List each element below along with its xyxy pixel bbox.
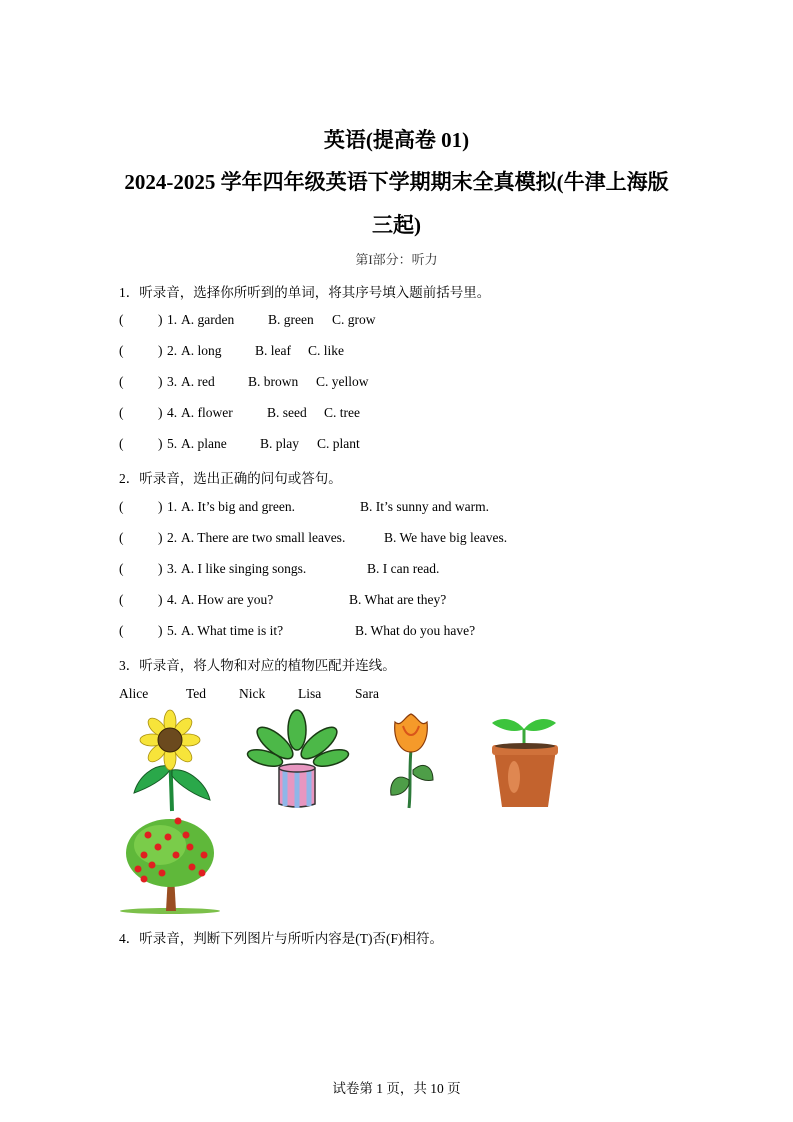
answer-paren-open[interactable]: ( [119,374,124,389]
option-a: A. How are you? [181,592,274,607]
sunflower-image[interactable] [128,708,213,813]
answer-paren-open[interactable]: ( [119,436,124,451]
answer-paren-open[interactable]: ( [119,530,124,545]
answer-paren-close: ) [158,530,163,545]
answer-paren-open[interactable]: ( [119,343,124,358]
question-number: 5. [167,436,178,451]
option-b: B. play [260,436,299,451]
answer-paren-close: ) [158,592,163,607]
question-number: 4. [167,592,178,607]
answer-paren-close: ) [158,623,163,638]
option-a: A. flower [181,405,233,420]
question-number: 3. [167,561,178,576]
answer-paren-open[interactable]: ( [119,623,124,638]
question-number: 4. [167,405,178,420]
option-a: A. There are two small leaves. [181,530,346,545]
exam-title-line3: 三起) [372,213,421,237]
section1-instruction: 1．听录音，选择你所听到的单词，将其序号填入题前括号里。 [119,285,491,300]
option-b: B. It’s sunny and warm. [360,499,489,514]
option-a: A. What time is it? [181,623,284,638]
name-lisa[interactable]: Lisa [298,686,322,701]
answer-paren-open[interactable]: ( [119,592,124,607]
question-number: 1. [167,499,178,514]
question-number: 2. [167,343,178,358]
option-c: C. grow [332,312,376,327]
answer-paren-close: ) [158,312,163,327]
answer-paren-close: ) [158,343,163,358]
exam-title-line2: 2024-2025 学年四年级英语下学期期末全真模拟(牛津上海版 [124,170,669,194]
seedling-pot-image[interactable] [490,711,560,811]
option-b: B. seed [267,405,307,420]
question-number: 3. [167,374,178,389]
answer-paren-open[interactable]: ( [119,561,124,576]
option-c: C. tree [324,405,360,420]
question-number: 2. [167,530,178,545]
option-b: B. What do you have? [355,623,476,638]
part-subtitle: 第I部分：听力 [355,252,438,267]
answer-paren-close: ) [158,561,163,576]
option-b: B. brown [248,374,299,389]
question-number: 1. [167,312,178,327]
option-b: B. What are they? [349,592,447,607]
answer-paren-close: ) [158,436,163,451]
option-c: C. yellow [316,374,369,389]
answer-paren-open[interactable]: ( [119,499,124,514]
answer-paren-open[interactable]: ( [119,312,124,327]
name-sara[interactable]: Sara [355,686,379,701]
option-b: B. leaf [255,343,291,358]
potted-plant-image[interactable] [245,708,351,810]
section4-instruction: 4．听录音，判断下列图片与所听内容是(T)否(F)相符。 [119,931,443,946]
tulip-image[interactable] [385,710,437,810]
answer-paren-close: ) [158,405,163,420]
name-list [119,686,419,704]
section3-instruction: 3．听录音，将人物和对应的植物匹配并连线。 [119,658,396,673]
name-nick[interactable]: Nick [239,686,266,701]
option-a: A. It’s big and green. [181,499,295,514]
apple-tree-image[interactable] [118,815,223,915]
option-a: A. plane [181,436,227,451]
name-ted[interactable]: Ted [186,686,207,701]
question-number: 5. [167,623,178,638]
option-a: A. I like singing songs. [181,561,307,576]
option-a: A. red [181,374,215,389]
answer-paren-close: ) [158,374,163,389]
section2-instruction: 2．听录音，选出正确的问句或答句。 [119,471,342,486]
page-footer: 试卷第 1 页，共 10 页 [332,1081,461,1096]
option-b: B. green [268,312,314,327]
option-c: C. like [308,343,344,358]
option-a: A. garden [181,312,235,327]
exam-title: 英语(提高卷 01) [323,128,470,152]
option-b: B. I can read. [367,561,440,576]
option-b: B. We have big leaves. [384,530,508,545]
name-alice[interactable]: Alice [119,686,149,701]
answer-paren-close: ) [158,499,163,514]
option-c: C. plant [317,436,360,451]
answer-paren-open[interactable]: ( [119,405,124,420]
option-a: A. long [181,343,222,358]
